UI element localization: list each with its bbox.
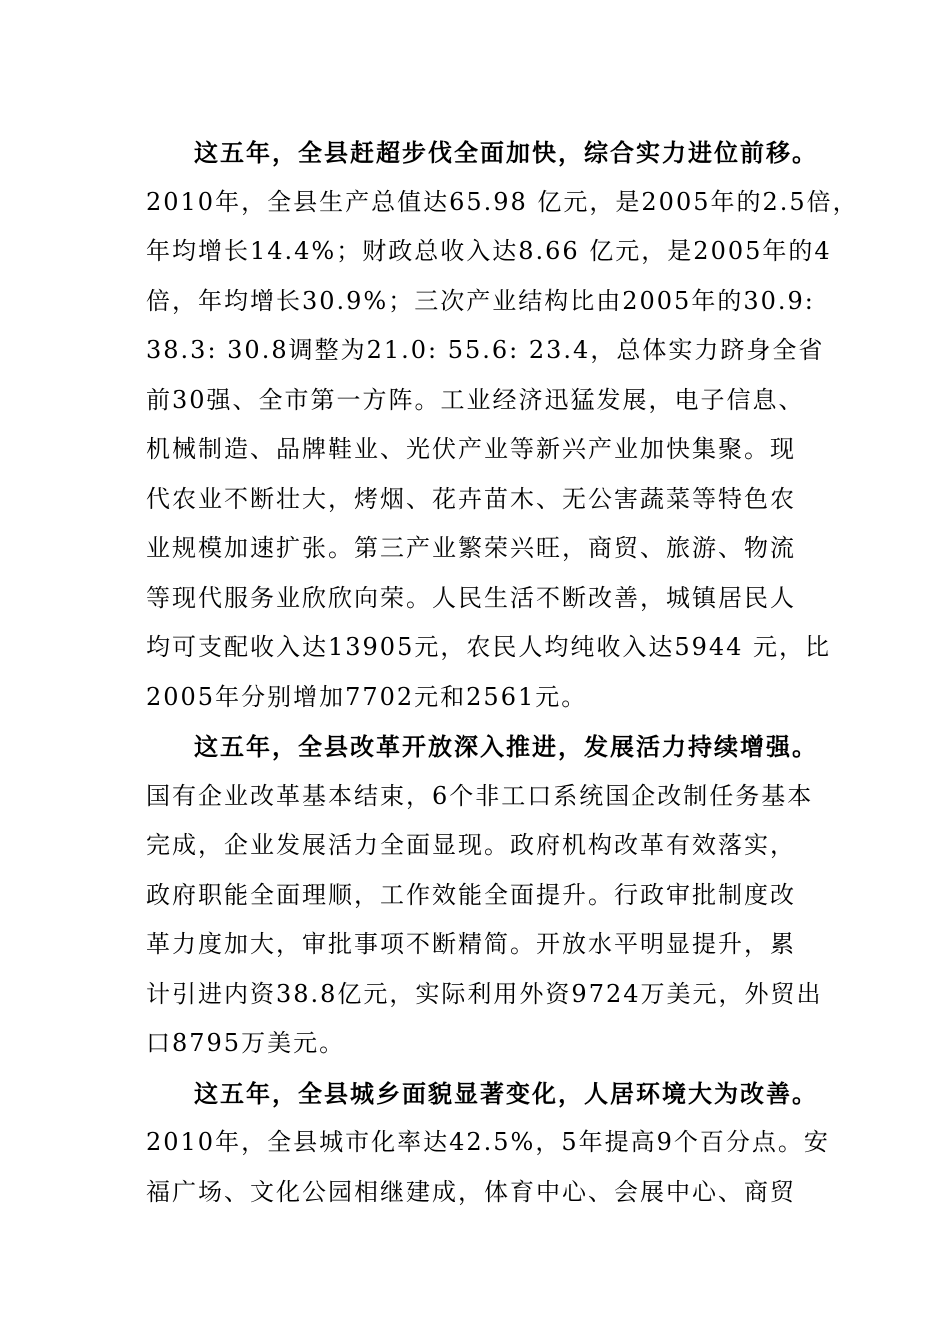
- body-text-line: 2010年，全县城市化率达42.5%，5年提高9个百分点。安: [146, 1128, 830, 1156]
- body-text-line: 政府职能全面理顺，工作效能全面提升。行政审批制度改: [146, 880, 796, 909]
- paragraph-lead-heading: 这五年，全县改革开放深入推进，发展活力持续增强。: [194, 732, 818, 761]
- paragraph-lead-heading: 这五年，全县赶超步伐全面加快，综合实力进位前移。: [194, 138, 818, 167]
- paragraph-reform: [146, 722, 950, 1069]
- paragraph-lead-heading: 这五年，全县城乡面貌显著变化，人居环境大为改善。: [194, 1078, 818, 1108]
- body-text-line: 年均增长14.4%；财政总收入达8.66 亿元，是2005年的4: [146, 237, 832, 265]
- body-text-line: 福广场、文化公园相继建成，体育中心、会展中心、商贸: [146, 1177, 796, 1206]
- body-text-line: 计引进内资38.8亿元，实际利用外资9724万美元，外贸出: [146, 979, 823, 1008]
- paragraph-economy: [146, 128, 950, 722]
- body-text-line: 口8795万美元。: [146, 1029, 346, 1057]
- body-text-line: 2005年分别增加7702元和2561元。: [146, 682, 588, 711]
- body-text-line: 代农业不断壮大，烤烟、花卉苗木、无公害蔬菜等特色农: [146, 484, 796, 513]
- body-text-line: 倍，年均增长30.9%；三次产业结构比由2005年的30.9:: [146, 286, 815, 315]
- body-text-line: 国有企业改革基本结束，6个非工口系统国企改制任务基本: [146, 781, 814, 810]
- body-text-line: 38.3: 30.8调整为21.0: 55.6: 23.4，总体实力跻身全省: [146, 336, 825, 364]
- body-text-line: 完成，企业发展活力全面显现。政府机构改革有效落实，: [146, 831, 796, 859]
- body-text-line: 2010年，全县生产总值达65.98 亿元，是2005年的2.5倍，: [146, 187, 859, 216]
- body-text-line: 机械制造、品牌鞋业、光伏产业等新兴产业加快集聚。现: [146, 435, 796, 463]
- paragraph-urban: [146, 1069, 950, 1218]
- body-text-line: 业规模加速扩张。第三产业繁荣兴旺，商贸、旅游、物流: [146, 534, 796, 562]
- body-text-line: 等现代服务业欣欣向荣。人民生活不断改善，城镇居民人: [146, 583, 796, 612]
- body-text-line: 革力度加大，审批事项不断精简。开放水平明显提升，累: [146, 930, 796, 958]
- body-text-line: 均可支配收入达13905元，农民人均纯收入达5944 元，比: [146, 633, 832, 661]
- body-text-line: 前30强、全市第一方阵。工业经济迅猛发展，电子信息、: [146, 385, 805, 414]
